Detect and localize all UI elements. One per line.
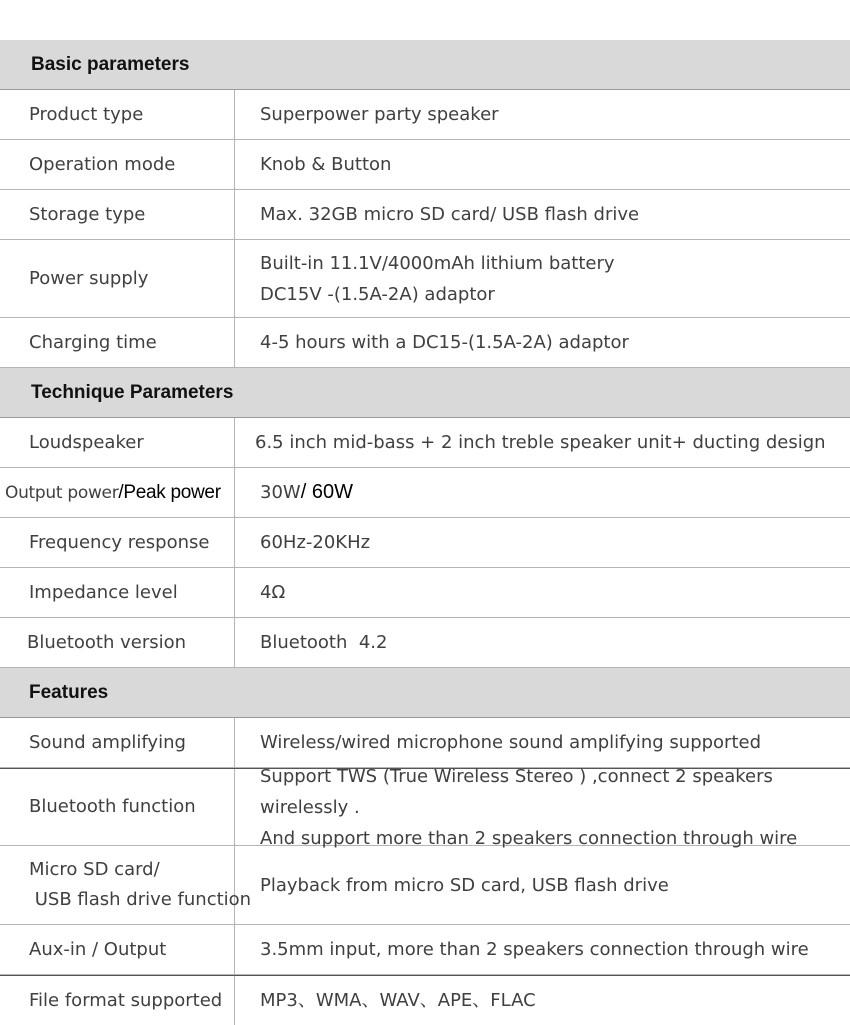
row-value	[235, 468, 850, 517]
row-label-line: Micro SD card/	[29, 859, 160, 880]
row-label: Power supply	[0, 240, 235, 317]
row-sd-usb-function	[0, 846, 850, 925]
row-value: Bluetooth 4.2	[260, 632, 388, 653]
row-label: Charging time	[0, 318, 235, 367]
row-label-part: /Peak power	[118, 481, 221, 503]
row-value: MP3、WMA、WAV、APE、FLAC	[260, 990, 536, 1011]
row-value	[235, 240, 850, 317]
row-value: 4Ω	[260, 582, 286, 603]
row-label: Operation mode	[0, 140, 235, 189]
row-value: 60Hz-20KHz	[260, 532, 371, 553]
row-output-power	[0, 468, 850, 518]
section-title: Features	[29, 681, 109, 703]
row-value: Superpower party speaker	[260, 104, 499, 125]
row-aux	[0, 925, 850, 975]
row-value: Wireless/wired microphone sound amplifying supported	[260, 732, 762, 753]
row-frequency-response	[0, 518, 850, 568]
row-bluetooth-version	[0, 618, 850, 668]
row-value: Playback from micro SD card, USB flash drive	[260, 874, 669, 896]
spec-table	[0, 40, 850, 1025]
section-technique-parameters	[0, 368, 850, 418]
row-label: Loudspeaker	[0, 418, 235, 467]
row-charging-time	[0, 318, 850, 368]
row-value: Knob & Button	[260, 154, 392, 175]
row-value-line: Support TWS (True Wireless Stereo ) ,connect 2 speakers wirelessly .	[260, 765, 773, 818]
row-value-line: DC15V -(1.5A-2A) adaptor	[260, 283, 495, 305]
row-value	[235, 765, 850, 849]
row-label: File format supported	[0, 976, 235, 1025]
row-label-line: USB flash drive function	[29, 889, 252, 910]
row-value: Max. 32GB micro SD card/ USB flash drive	[260, 204, 640, 225]
row-bluetooth-function	[0, 765, 850, 849]
row-label	[0, 846, 252, 924]
row-value: 6.5 inch mid-bass + 2 inch treble speaker unit+ ducting design	[255, 432, 826, 453]
row-label: Aux-in / Output	[0, 925, 235, 974]
row-label: Product type	[0, 90, 235, 139]
row-loudspeaker	[0, 418, 850, 468]
row-file-format	[0, 975, 850, 1025]
row-label	[0, 468, 235, 517]
row-label: Bluetooth version	[0, 618, 235, 667]
row-label: Impedance level	[0, 568, 235, 617]
row-operation-mode	[0, 140, 850, 190]
row-value-part: 30W	[260, 482, 301, 503]
row-value: 4-5 hours with a DC15-(1.5A-2A) adaptor	[260, 332, 629, 353]
row-value: 3.5mm input, more than 2 speakers connection through wire	[260, 939, 809, 960]
row-value-line: Built-in 11.1V/4000mAh lithium battery	[260, 252, 615, 274]
row-impedance-level	[0, 568, 850, 618]
section-basic-parameters	[0, 40, 850, 90]
section-features	[0, 668, 850, 718]
row-power-supply	[0, 240, 850, 318]
row-label-part: Output power	[5, 482, 119, 503]
row-value-part: / 60W	[300, 481, 353, 503]
row-product-type	[0, 90, 850, 140]
section-title: Technique Parameters	[31, 381, 234, 403]
row-value-line: And support more than 2 speakers connection through wire	[260, 827, 798, 849]
row-label: Sound amplifying	[0, 718, 235, 767]
row-label: Bluetooth function	[0, 769, 235, 845]
row-storage-type	[0, 190, 850, 240]
row-label: Storage type	[0, 190, 235, 239]
row-label: Frequency response	[0, 518, 235, 567]
section-title: Basic parameters	[31, 53, 190, 75]
